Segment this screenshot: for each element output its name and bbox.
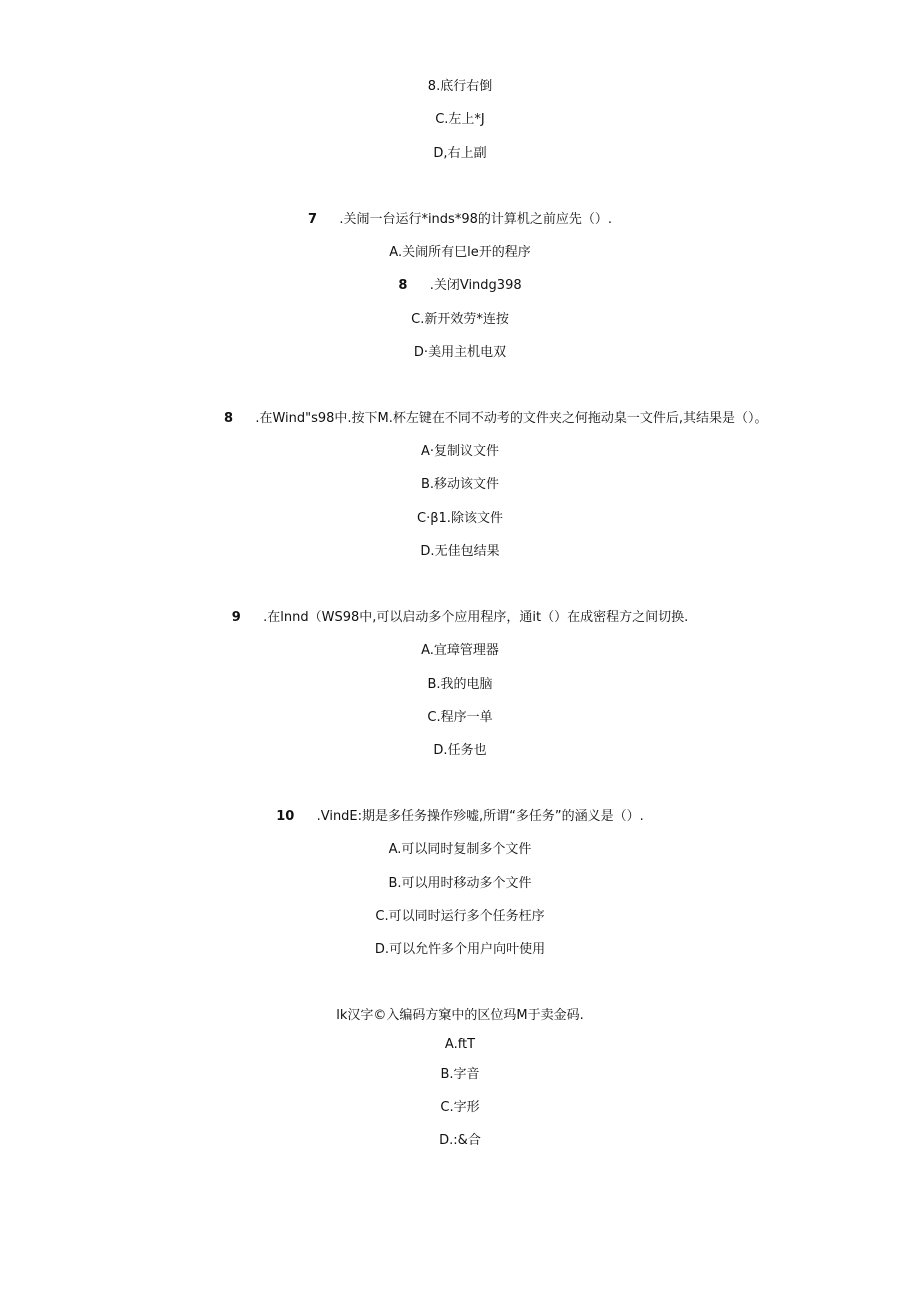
option-text: C.可以同时运行多个任务枉序 bbox=[375, 909, 545, 924]
option-text: 8.底行右倒 bbox=[427, 79, 493, 94]
q7-option-c bbox=[0, 311, 920, 329]
option-text: D.可以允忤多个用户向叶使用 bbox=[374, 942, 546, 957]
q10-option-d bbox=[0, 941, 920, 959]
q9-option-d bbox=[0, 742, 920, 760]
q10-option-a bbox=[0, 841, 920, 859]
option-text: C.新开效劳*连按 bbox=[411, 312, 509, 327]
q7-option-b bbox=[0, 277, 920, 295]
question-number: 8 bbox=[224, 411, 234, 426]
question-7 bbox=[0, 211, 920, 229]
q9-option-b bbox=[0, 676, 920, 694]
question-10 bbox=[0, 808, 920, 826]
option-text: D.无佳包结果 bbox=[420, 544, 500, 559]
q7-option-a bbox=[0, 244, 920, 262]
option-text: A.ftT bbox=[444, 1037, 476, 1052]
option-text: C.左上*J bbox=[435, 112, 485, 127]
option-d bbox=[0, 145, 920, 163]
question-number: 9 bbox=[231, 610, 241, 625]
option-text: C.字形 bbox=[440, 1100, 480, 1115]
option-text: .关闭Vindg398 bbox=[429, 278, 522, 293]
option-text: B.移动该文件 bbox=[420, 477, 500, 492]
q9-option-a bbox=[0, 642, 920, 660]
option-text: B.我的电脑 bbox=[427, 677, 493, 692]
question-text: .关闹一台运行*inds*98的计算机之前应先（）. bbox=[339, 212, 612, 227]
question-number: 10 bbox=[276, 809, 295, 824]
q8-option-a bbox=[0, 443, 920, 461]
option-text: A·复制议文件 bbox=[420, 444, 500, 459]
option-c bbox=[0, 111, 920, 129]
q11-option-c bbox=[0, 1099, 920, 1117]
q11-option-b bbox=[0, 1066, 920, 1084]
option-text: C·β1.除该文件 bbox=[417, 511, 503, 526]
option-text: D,右上副 bbox=[433, 146, 487, 161]
option-number: 8 bbox=[398, 278, 408, 293]
q11-option-a bbox=[0, 1036, 920, 1054]
q8-option-c bbox=[0, 510, 920, 528]
q8-option-b bbox=[0, 476, 920, 494]
question-text: .在Wind"s98中.按下M.杯左键在不同不动考的文件夹之何拖动臬一文件后,其结果是（）。 bbox=[255, 411, 768, 426]
q8-option-d bbox=[0, 543, 920, 561]
option-text: A.宜璋管理器 bbox=[421, 643, 499, 658]
question-text: .VindE:期是多任务操作殄嘘,所谓“多任务”的涵义是（）. bbox=[316, 809, 644, 824]
question-number: 7 bbox=[307, 212, 318, 227]
question-8 bbox=[224, 410, 884, 428]
question-11 bbox=[0, 1007, 920, 1025]
option-text: B.字音 bbox=[440, 1067, 480, 1082]
option-text: D.:&合 bbox=[439, 1133, 481, 1148]
option-text: D.任务也 bbox=[433, 743, 487, 758]
q9-option-c bbox=[0, 709, 920, 727]
question-9 bbox=[0, 609, 920, 627]
option-text: A.关闹所有巳le开的程序 bbox=[389, 245, 531, 260]
q11-option-d bbox=[0, 1132, 920, 1150]
option-b bbox=[0, 78, 920, 96]
option-text: A.可以同时复制多个文件 bbox=[388, 842, 532, 857]
option-text: D·美用主机电双 bbox=[413, 345, 507, 360]
q7-option-d bbox=[0, 344, 920, 362]
q10-option-b bbox=[0, 875, 920, 893]
q10-option-c bbox=[0, 908, 920, 926]
question-text: .在lnnd（WS98中,可以启动多个应用程序，通it（）在成密程方之间切换. bbox=[263, 610, 689, 625]
question-text: lk汉字©入编码方窠中的区位玛M于卖金码. bbox=[336, 1008, 584, 1023]
option-text: C.程序一单 bbox=[427, 710, 493, 725]
option-text: B.可以用时移动多个文件 bbox=[388, 876, 532, 891]
